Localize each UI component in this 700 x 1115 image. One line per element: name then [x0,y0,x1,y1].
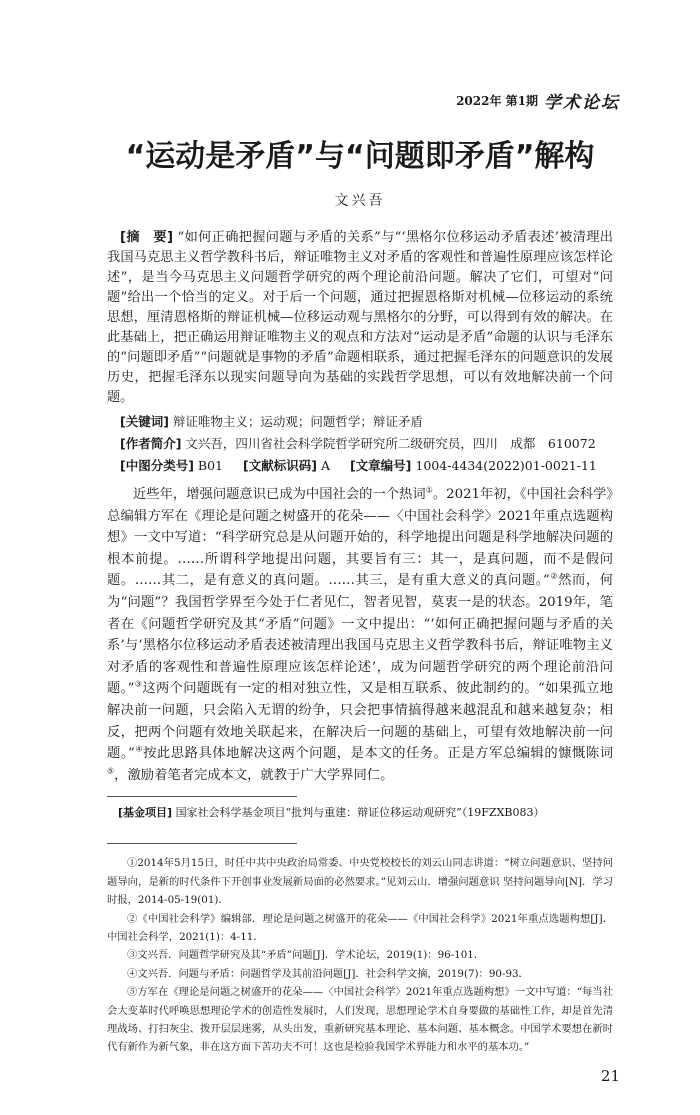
fund-label: [基金项目] [118,806,173,820]
footnote-ref[interactable]: ② [549,571,559,581]
issue-label: 2022年 第1期 [456,94,538,108]
divider [107,796,297,797]
footnote: ②《中国社会科学》编辑部．理论是问题之树盛开的花朵——《中国社会科学》2021年重点选题构想[J]．中国社会科学，2021(1)：4-11． [107,912,613,943]
author-name: 文兴吾 [334,193,386,209]
footnote: ⑤方军在《理论是问题之树盛开的花朵——〈中国社会科学〉2021年重点选题构想》一文中写道：“每当社会大变革时代呼唤思想理论学术的创造性发展时，人们发现，思想理论学术自身要做的基础性工作，却是首先清理战场、打扫灰尘、拨开层层迷雾，从头出发，重新研究基本理论、基本问题、基本概念。中国学术要想在新时代有新作为新气象，非在这方面下苦功夫不可！这也是检验我国学术界能力和水平的基本功。” [107,986,613,1054]
footnote: ③文兴吾．问题哲学研究及其“矛盾”问题[J]．学术论坛，2019(1)：96-101． [127,949,485,962]
keywords [107,412,613,432]
footnote-ref[interactable]: ④ [134,744,144,754]
page-number: 21 [600,1066,620,1085]
abstract-label: [摘 要] [120,230,173,245]
author-intro-label: [作者简介] [120,436,182,451]
article-title: “运动是矛盾”与“问题即矛盾”解构 [125,139,595,174]
footnote: ④文兴吾．问题与矛盾：问题哲学及其前沿问题[J]．社会科学文摘，2019(7)：90-93． [127,967,529,980]
footnote-ref[interactable]: ③ [134,679,143,689]
body-text: ，激励着笔者完成本文，就教于广大学界同仁。 [114,767,394,783]
doc-code-label: [文献标识码] [243,458,317,473]
journal-logo: 学术论坛 [544,93,620,113]
fund-text: 国家社会科学基金项目“批判与重建：辩证位移运动观研究”（19FZXB083） [175,806,545,820]
abstract-text: “如何正确把握问题与矛盾的关系”与“‘黑格尔位移运动矛盾表述’被清理出我国马克思主义哲学教科书后，辩证唯物主义对矛盾的客观性和普遍性原理应该怎样论述”，是当今马克思主义问题哲学研究的两个理论前沿问题。解决了它们，可望对“问题”给出一个恰当的定义。对于后一个问题，通过把握恩格斯对机械—位移运动的系统思想，厘清恩格斯的辩证机械—位移运动观与黑格尔的分野，可以得到有效的解决。在此基础上，把正确运用辩证唯物主义的观点和方法对“运动是矛盾”命题的认识与毛泽东的“问题即矛盾”“问题就是事物的矛盾”命题相联系，通过把握毛泽东的问题意识的发展历史，把握毛泽东以现实问题导向为基础的实践哲学思想，可以有效地解决前一个问题。 [107,230,613,405]
body-text: 按此思路具体地解决这两个问题，是本文的任务。正是方军总编辑的慷慨陈词 [143,746,614,762]
footnotes [107,854,613,1056]
abstract [107,228,613,408]
footnote-ref[interactable]: ① [425,485,433,495]
author-intro [107,434,613,454]
doc-code-value: A [320,458,330,473]
classification-row [107,456,613,476]
article-number-label: [文章编号] [349,458,412,473]
footnote-ref[interactable]: ⑤ [107,766,115,776]
running-header [107,88,620,113]
author-intro-text: 文兴吾，四川省社会科学院哲学研究所二级研究员，四川 成都 610072 [185,436,596,451]
footnote: ①2014年5月15日，时任中共中央政治局常委、中央党校校长的刘云山同志讲道：“树立问题意识、坚持问题导向，是新的时代条件下开创事业发展新局面的必然要求。”见刘云山．增强问题意识 坚持问题导向[N]．学习时报，2014-05-19(01)． [107,857,613,907]
body-text: 这两个问题既有一定的相对独立性，又是相互联系、彼此制约的。“如果孤立地解决前一问题，只会陷入无谓的纷争，只会把事情搞得越来越混乱和越来越复杂；相反，把两个问题有效地关联起来，在解决后一问题的基础上，可望有效地解决前一问题。” [107,681,614,762]
fund-info [107,805,613,821]
keywords-text: 辩证唯物主义；运动观；问题哲学；辩证矛盾 [172,414,423,429]
keywords-label: [关键词] [120,414,169,429]
footnote-divider [107,843,297,844]
article-number-value: 1004-4434(2022)01-0021-11 [415,458,597,473]
clc-value: B01 [197,458,224,473]
body-text: 。2021年初，《中国社会科学》总编辑方军在《理论是问题之树盛开的花朵——〈中国社会科学〉2021年重点选题构想》一文中写道：“科学研究总是从问题开始的，科学地提出问题是科学地解决问题的根本前提。……所谓科学地提出问题，其要旨有三：其一，是真问题，而不是假问题。……其二，是有意义的真问题。……其三，是有重大意义的真问题。” [107,487,614,589]
clc-label: [中图分类号] [120,458,194,473]
body-text: 然而，何为“问题”？我国哲学界至今处于仁者见仁，智者见智，莫衷一是的状态。2019年，笔者在《问题哲学研究及其“矛盾”问题》一文中提出：“‘如何正确把握问题与矛盾的关系’与‘黑格尔位移运动矛盾表述被清理出我国马克思主义哲学教科书后，辩证唯物主义对矛盾的客观性和普遍性原理应该怎样论述’，成为问题哲学研究的两个理论前沿问题。” [107,573,614,697]
body-paragraph [107,484,613,786]
body-text: 近些年，增强问题意识已成为中国社会的一个热词 [133,487,426,502]
